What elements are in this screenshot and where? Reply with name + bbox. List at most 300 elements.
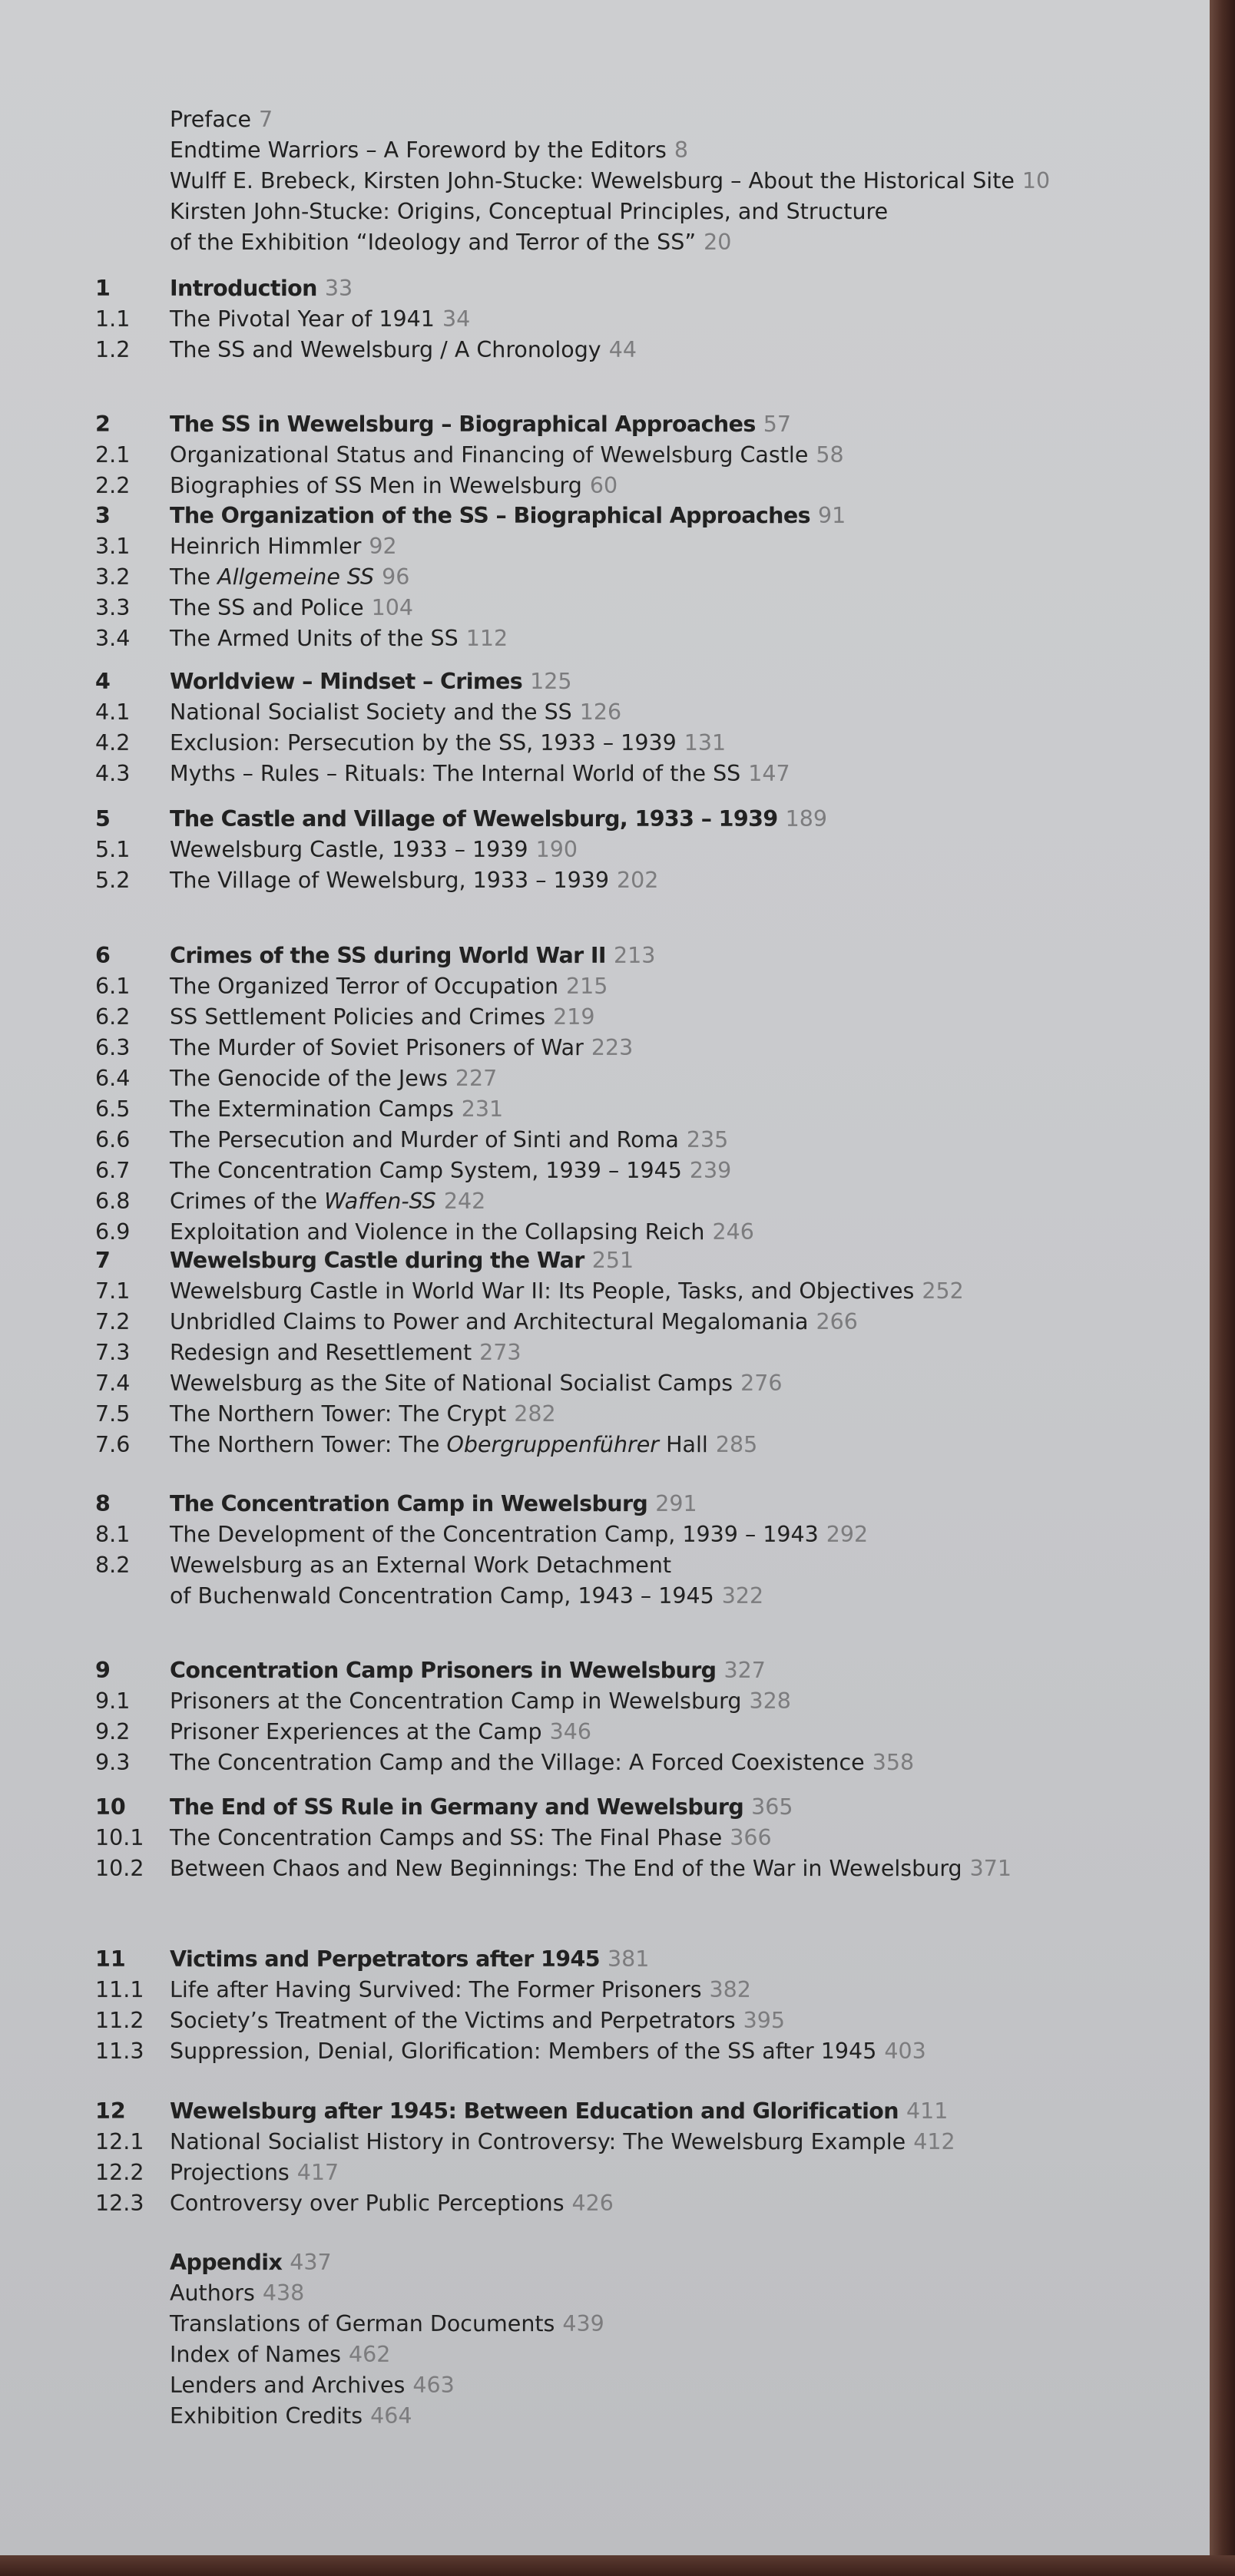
entry-title-text: Kirsten John-Stucke: Origins, Conceptual Principles, and Structure — [170, 199, 889, 224]
page-number: 239 — [689, 1158, 732, 1183]
entry-title — [170, 135, 688, 166]
entry-title — [170, 697, 621, 728]
entry-number: 11.3 — [95, 2039, 144, 2064]
appendix-entry — [0, 2401, 1198, 2432]
page-number: 58 — [816, 442, 844, 468]
entry-title — [170, 759, 790, 789]
page-number: 322 — [721, 1583, 764, 1609]
page-number: 292 — [826, 1522, 869, 1547]
page-number: 219 — [553, 1004, 595, 1030]
section-title-text: SS Settlement Policies and Crimes — [170, 1004, 546, 1030]
chapter-heading — [0, 1489, 1198, 1519]
section-title-pre: Crimes of the — [170, 1189, 325, 1214]
chapter-title-text: The Concentration Camp in Wewelsburg — [170, 1491, 648, 1516]
appendix-heading — [0, 2247, 1198, 2278]
entry-title — [170, 2127, 955, 2158]
entry-number: 11.2 — [95, 2008, 144, 2033]
chapter-title-text: The End of SS Rule in Germany and Wewelsburg — [170, 1794, 744, 1820]
entry-title — [170, 1245, 634, 1276]
page-number: 464 — [370, 2403, 412, 2429]
entry-number: 8 — [95, 1491, 111, 1516]
entry-title — [170, 2309, 604, 2340]
section-title-text: Controversy over Public Perceptions — [170, 2191, 565, 2216]
section-entry — [0, 304, 1198, 335]
entry-number: 8.1 — [95, 1522, 131, 1547]
entry-title — [170, 409, 791, 440]
appendix-entry — [0, 2370, 1198, 2401]
section-entry — [0, 1368, 1198, 1399]
entry-number: 7.1 — [95, 1278, 131, 1304]
page-number: 10 — [1021, 168, 1051, 193]
page-number: 381 — [607, 1946, 650, 1972]
entry-title — [170, 666, 572, 697]
entry-number: 11 — [95, 1946, 126, 1972]
entry-number: 10.2 — [95, 1856, 144, 1881]
page-number: 382 — [709, 1977, 751, 2002]
page-number: 126 — [579, 699, 622, 725]
section-entry — [0, 1823, 1198, 1853]
entry-title — [170, 1655, 766, 1686]
appendix-item-text: Translations of German Documents — [170, 2311, 555, 2336]
section-entry — [0, 835, 1198, 865]
section-title-text: Between Chaos and New Beginnings: The End of the War in Wewelsburg — [170, 1856, 962, 1881]
section-title-text: The Persecution and Murder of Sinti and Roma — [170, 1127, 679, 1152]
section-title-text: Organizational Status and Financing of Wewelsburg Castle — [170, 442, 809, 468]
entry-title — [170, 1125, 728, 1156]
entry-number: 6.8 — [95, 1189, 131, 1214]
entry-title-text: Preface — [170, 107, 252, 132]
entry-number: 10.1 — [95, 1825, 144, 1850]
page-number: 91 — [817, 503, 846, 528]
entry-number: 1.1 — [95, 306, 131, 332]
entry-title — [170, 1399, 556, 1430]
appendix-entry — [0, 2340, 1198, 2370]
entry-title — [170, 531, 397, 562]
page-number: 252 — [922, 1278, 964, 1304]
appendix-entry — [0, 2278, 1198, 2309]
section-entry — [0, 1853, 1198, 1884]
section-entry — [0, 1276, 1198, 1307]
entry-title — [170, 2370, 455, 2401]
section-title-italic: Waffen-SS — [324, 1189, 436, 1214]
section-title-text: The Genocide of the Jews — [170, 1066, 448, 1091]
page-number: 92 — [369, 534, 397, 559]
section-title-text: National Socialist Society and the SS — [170, 699, 572, 725]
chapter-heading — [0, 273, 1198, 304]
entry-title — [170, 440, 844, 471]
section-entry — [0, 1217, 1198, 1248]
page-number: 189 — [785, 806, 828, 832]
entry-title — [170, 1033, 633, 1063]
entry-number: 4.2 — [95, 730, 131, 756]
entry-number: 3.1 — [95, 534, 131, 559]
page-number: 8 — [674, 137, 688, 163]
section-title-text: The Organized Terror of Occupation — [170, 974, 559, 999]
entry-title — [170, 562, 409, 593]
section-title-text: The Armed Units of the SS — [170, 626, 459, 651]
front-matter-entry — [0, 166, 1198, 197]
appendix-entry — [0, 2309, 1198, 2340]
section-title-text: of Buchenwald Concentration Camp, 1943 – 1945 — [170, 1583, 714, 1609]
entry-number: 2.1 — [95, 442, 131, 468]
page-number: 112 — [465, 626, 508, 651]
page-number: 462 — [348, 2342, 391, 2367]
section-title-italic: Allgemeine SS — [217, 564, 375, 590]
section-title-text: The Pivotal Year of 1941 — [170, 306, 435, 332]
entry-number: 9.2 — [95, 1719, 131, 1744]
page-number: 358 — [872, 1750, 915, 1775]
page-number: 190 — [535, 837, 578, 862]
entry-title — [170, 2340, 390, 2370]
appendix-title-text: Appendix — [170, 2250, 283, 2275]
front-matter-entry — [0, 197, 1198, 227]
entry-title — [170, 865, 658, 896]
entry-title — [170, 1686, 791, 1717]
entry-title — [170, 471, 618, 501]
entry-title — [170, 104, 273, 135]
chapter-title-text: Wewelsburg after 1945: Between Education and Glorification — [170, 2098, 899, 2124]
page-number: 227 — [455, 1066, 498, 1091]
section-entry — [0, 697, 1198, 728]
front-matter-entry — [0, 135, 1198, 166]
entry-title — [170, 501, 846, 531]
page-number: 213 — [613, 943, 656, 968]
entry-title — [170, 1792, 793, 1823]
entry-number: 6 — [95, 943, 111, 968]
entry-title — [170, 1186, 485, 1217]
entry-title — [170, 1853, 1012, 1884]
entry-title — [170, 1368, 782, 1399]
entry-title — [170, 728, 726, 759]
section-title-text: National Socialist History in Controversy: The Wewelsburg Example — [170, 2129, 906, 2154]
section-title-text: Life after Having Survived: The Former Prisoners — [170, 1977, 702, 2002]
section-entry — [0, 2127, 1198, 2158]
section-entry — [0, 2036, 1198, 2067]
chapter-heading — [0, 1944, 1198, 1975]
entry-number: 12.3 — [95, 2191, 144, 2216]
section-title-text: Suppression, Denial, Glorification: Members of the SS after 1945 — [170, 2039, 877, 2064]
page-number: 44 — [608, 337, 637, 362]
entry-title — [170, 166, 1050, 197]
page-number: 223 — [591, 1035, 634, 1060]
page-number: 411 — [906, 2098, 949, 2124]
page-number: 291 — [655, 1491, 697, 1516]
page-number: 242 — [443, 1189, 486, 1214]
section-entry — [0, 531, 1198, 562]
entry-number: 5.1 — [95, 837, 131, 862]
section-title-pre: The — [170, 564, 218, 590]
section-entry — [0, 1002, 1198, 1033]
section-entry — [0, 2006, 1198, 2036]
chapter-heading — [0, 2096, 1198, 2127]
chapter-heading — [0, 501, 1198, 531]
section-title-text: Projections — [170, 2160, 290, 2185]
entry-number: 7.5 — [95, 1401, 131, 1427]
entry-number: 3 — [95, 503, 111, 528]
entry-number: 6.5 — [95, 1096, 131, 1122]
entry-title — [170, 1430, 757, 1460]
entry-number: 6.1 — [95, 974, 131, 999]
page-number: 34 — [442, 306, 471, 332]
page-number: 33 — [324, 276, 353, 301]
page-number: 131 — [684, 730, 727, 756]
chapter-heading — [0, 1792, 1198, 1823]
entry-title — [170, 1002, 595, 1033]
entry-title — [170, 2247, 332, 2278]
section-title-text: The Concentration Camps and SS: The Final Phase — [170, 1825, 723, 1850]
appendix-item-text: Index of Names — [170, 2342, 341, 2367]
entry-title — [170, 1307, 858, 1338]
section-entry — [0, 440, 1198, 471]
page-number: 426 — [571, 2191, 614, 2216]
page-number: 104 — [371, 595, 414, 620]
entry-title — [170, 804, 827, 835]
entry-number: 2.2 — [95, 473, 131, 498]
chapter-title-text: The SS in Wewelsburg – Biographical Approaches — [170, 412, 756, 437]
page-number: 147 — [748, 761, 790, 786]
section-entry — [0, 1519, 1198, 1550]
section-title-text: Heinrich Himmler — [170, 534, 362, 559]
entry-title — [170, 941, 655, 971]
section-entry — [0, 1125, 1198, 1156]
entry-title — [170, 273, 353, 304]
section-entry — [0, 971, 1198, 1002]
section-title-text: The Concentration Camp and the Village: A Forced Coexistence — [170, 1750, 865, 1775]
entry-number: 7 — [95, 1248, 111, 1273]
entry-title — [170, 2188, 614, 2219]
section-title-text: Biographies of SS Men in Wewelsburg — [170, 473, 582, 498]
page-number: 365 — [751, 1794, 793, 1820]
background-edge-right — [1210, 0, 1235, 2576]
section-entry — [0, 1975, 1198, 2006]
section-title-text: Wewelsburg as an External Work Detachment — [170, 1553, 672, 1578]
entry-number: 12 — [95, 2098, 126, 2124]
section-entry — [0, 1717, 1198, 1748]
page-number: 412 — [913, 2129, 955, 2154]
section-entry — [0, 1186, 1198, 1217]
page-number: 439 — [562, 2311, 604, 2336]
entry-title-text: Wulff E. Brebeck, Kirsten John-Stucke: Wewelsburg – About the Historical Site — [170, 168, 1015, 193]
entry-number: 5.2 — [95, 868, 131, 893]
front-matter-entry — [0, 227, 1198, 258]
chapter-title-text: Crimes of the SS during World War II — [170, 943, 606, 968]
entry-number: 3.3 — [95, 595, 131, 620]
chapter-title-text: The Organization of the SS – Biographical Approaches — [170, 503, 810, 528]
section-title-text: Prisoners at the Concentration Camp in Wewelsburg — [170, 1688, 742, 1714]
entry-title — [170, 2036, 926, 2067]
entry-title — [170, 1550, 679, 1581]
section-title-post: Hall — [659, 1432, 708, 1457]
entry-title — [170, 1823, 772, 1853]
chapter-heading — [0, 1655, 1198, 1686]
entry-title — [170, 335, 637, 365]
page-number: 327 — [723, 1658, 766, 1683]
section-entry — [0, 1033, 1198, 1063]
chapter-title-text: Concentration Camp Prisoners in Wewelsburg — [170, 1658, 717, 1683]
section-title-text: The Development of the Concentration Camp, 1939 – 1943 — [170, 1522, 819, 1547]
chapter-heading — [0, 1245, 1198, 1276]
page-number: 266 — [816, 1309, 858, 1334]
section-title-text: Unbridled Claims to Power and Architectural Megalomania — [170, 1309, 809, 1334]
section-entry — [0, 1550, 1198, 1581]
entry-title — [170, 1156, 731, 1186]
entry-title — [170, 1581, 763, 1612]
chapter-heading — [0, 804, 1198, 835]
entry-title — [170, 1975, 751, 2006]
page-number: 20 — [704, 230, 732, 255]
entry-title — [170, 1063, 497, 1094]
section-entry — [0, 562, 1198, 593]
appendix-item-text: Authors — [170, 2280, 255, 2306]
page-number: 235 — [686, 1127, 729, 1152]
page-number: 403 — [884, 2039, 926, 2064]
entry-number: 7.6 — [95, 1432, 131, 1457]
section-title-text: Prisoner Experiences at the Camp — [170, 1719, 542, 1744]
entry-number: 6.2 — [95, 1004, 131, 1030]
entry-number: 6.3 — [95, 1035, 131, 1060]
entry-number: 4 — [95, 669, 111, 694]
entry-title-text: Endtime Warriors – A Foreword by the Editors — [170, 137, 667, 163]
chapter-title-text: Introduction — [170, 276, 317, 301]
page-number: 285 — [715, 1432, 758, 1457]
section-title-text: Myths – Rules – Rituals: The Internal World of the SS — [170, 761, 741, 786]
section-entry — [0, 1748, 1198, 1778]
page-number: 346 — [549, 1719, 591, 1744]
section-entry — [0, 1094, 1198, 1125]
entry-title — [170, 1748, 914, 1778]
entry-title — [170, 593, 413, 623]
entry-number: 3.2 — [95, 564, 131, 590]
section-title-text: Society’s Treatment of the Victims and Perpetrators — [170, 2008, 736, 2033]
section-title-pre: The Northern Tower: The — [170, 1432, 447, 1457]
entry-number: 3.4 — [95, 626, 131, 651]
front-matter-entry — [0, 104, 1198, 135]
page-number: 96 — [382, 564, 410, 590]
entry-title — [170, 623, 508, 654]
page-number: 463 — [412, 2373, 455, 2398]
section-title-text: The SS and Wewelsburg / A Chronology — [170, 337, 601, 362]
section-title-text: Exploitation and Violence in the Collapsing Reich — [170, 1219, 705, 1245]
entry-title — [170, 304, 470, 335]
section-title-italic: Obergruppenführer — [446, 1432, 660, 1457]
entry-number: 1 — [95, 276, 111, 301]
chapter-title-text: Wewelsburg Castle during the War — [170, 1248, 584, 1273]
page-number: 57 — [763, 412, 791, 437]
page-number: 60 — [589, 473, 618, 498]
entry-title — [170, 1094, 503, 1125]
section-entry — [0, 623, 1198, 654]
section-title-text: Wewelsburg Castle in World War II: Its People, Tasks, and Objectives — [170, 1278, 915, 1304]
entry-number: 10 — [95, 1794, 126, 1820]
section-entry — [0, 1399, 1198, 1430]
section-entry — [0, 1686, 1198, 1717]
page-number: 251 — [591, 1248, 634, 1273]
entry-title — [170, 2158, 339, 2188]
section-title-text: The Murder of Soviet Prisoners of War — [170, 1035, 584, 1060]
section-title-text: The SS and Police — [170, 595, 364, 620]
entry-number: 7.3 — [95, 1340, 131, 1365]
page-number: 437 — [290, 2250, 332, 2275]
section-entry — [0, 1156, 1198, 1186]
section-title-text: The Northern Tower: The Crypt — [170, 1401, 507, 1427]
appendix-item-text: Lenders and Archives — [170, 2373, 406, 2398]
entry-number: 7.4 — [95, 1371, 131, 1396]
section-title-text: The Concentration Camp System, 1939 – 1945 — [170, 1158, 682, 1183]
appendix-item-text: Exhibition Credits — [170, 2403, 363, 2429]
page-number: 246 — [712, 1219, 754, 1245]
section-entry — [0, 1307, 1198, 1338]
entry-number: 9.1 — [95, 1688, 131, 1714]
entry-title-text: of the Exhibition “Ideology and Terror of the SS” — [170, 230, 697, 255]
entry-title — [170, 227, 731, 258]
entry-number: 8.2 — [95, 1553, 131, 1578]
entry-title — [170, 2278, 304, 2309]
entry-number: 9 — [95, 1658, 111, 1683]
entry-number: 6.4 — [95, 1066, 131, 1091]
page-number: 395 — [743, 2008, 785, 2033]
section-entry — [0, 865, 1198, 896]
page-number: 273 — [479, 1340, 521, 1365]
entry-title — [170, 835, 578, 865]
page-number: 438 — [262, 2280, 305, 2306]
entry-number: 6.6 — [95, 1127, 131, 1152]
entry-title — [170, 971, 608, 1002]
page-number: 276 — [740, 1371, 783, 1396]
section-title-text: Exclusion: Persecution by the SS, 1933 – 1939 — [170, 730, 677, 756]
page-number: 371 — [969, 1856, 1012, 1881]
section-entry — [0, 1338, 1198, 1368]
page-number: 125 — [530, 669, 572, 694]
entry-number: 4.3 — [95, 761, 131, 786]
entry-title — [170, 2401, 412, 2432]
page-number: 282 — [514, 1401, 556, 1427]
chapter-title-text: Victims and Perpetrators after 1945 — [170, 1946, 600, 1972]
entry-title — [170, 1717, 591, 1748]
entry-title — [170, 1338, 521, 1368]
entry-title — [170, 1276, 964, 1307]
section-title-text: Redesign and Resettlement — [170, 1340, 472, 1365]
entry-number: 6.7 — [95, 1158, 131, 1183]
page-number: 231 — [461, 1096, 504, 1122]
entry-number: 11.1 — [95, 1977, 144, 2002]
section-entry — [0, 759, 1198, 789]
background-edge-bottom — [0, 2555, 1235, 2576]
section-entry — [0, 728, 1198, 759]
chapter-title-text: Worldview – Mindset – Crimes — [170, 669, 523, 694]
entry-number: 12.2 — [95, 2160, 144, 2185]
entry-number: 12.1 — [95, 2129, 144, 2154]
page-number: 202 — [617, 868, 659, 893]
chapter-heading — [0, 409, 1198, 440]
entry-title — [170, 2096, 948, 2127]
section-title-text: Wewelsburg as the Site of National Socialist Camps — [170, 1371, 733, 1396]
section-entry — [0, 1581, 1198, 1612]
chapter-heading — [0, 666, 1198, 697]
entry-number: 6.9 — [95, 1219, 131, 1245]
entry-number: 2 — [95, 412, 111, 437]
section-title-text: Wewelsburg Castle, 1933 – 1939 — [170, 837, 528, 862]
entry-title — [170, 197, 896, 227]
entry-title — [170, 1217, 754, 1248]
section-entry — [0, 1430, 1198, 1460]
page-number: 417 — [296, 2160, 339, 2185]
section-title-text: The Village of Wewelsburg, 1933 – 1939 — [170, 868, 610, 893]
entry-number: 9.3 — [95, 1750, 131, 1775]
entry-title — [170, 1519, 868, 1550]
entry-title — [170, 1489, 697, 1519]
entry-number: 1.2 — [95, 337, 131, 362]
section-entry — [0, 2158, 1198, 2188]
